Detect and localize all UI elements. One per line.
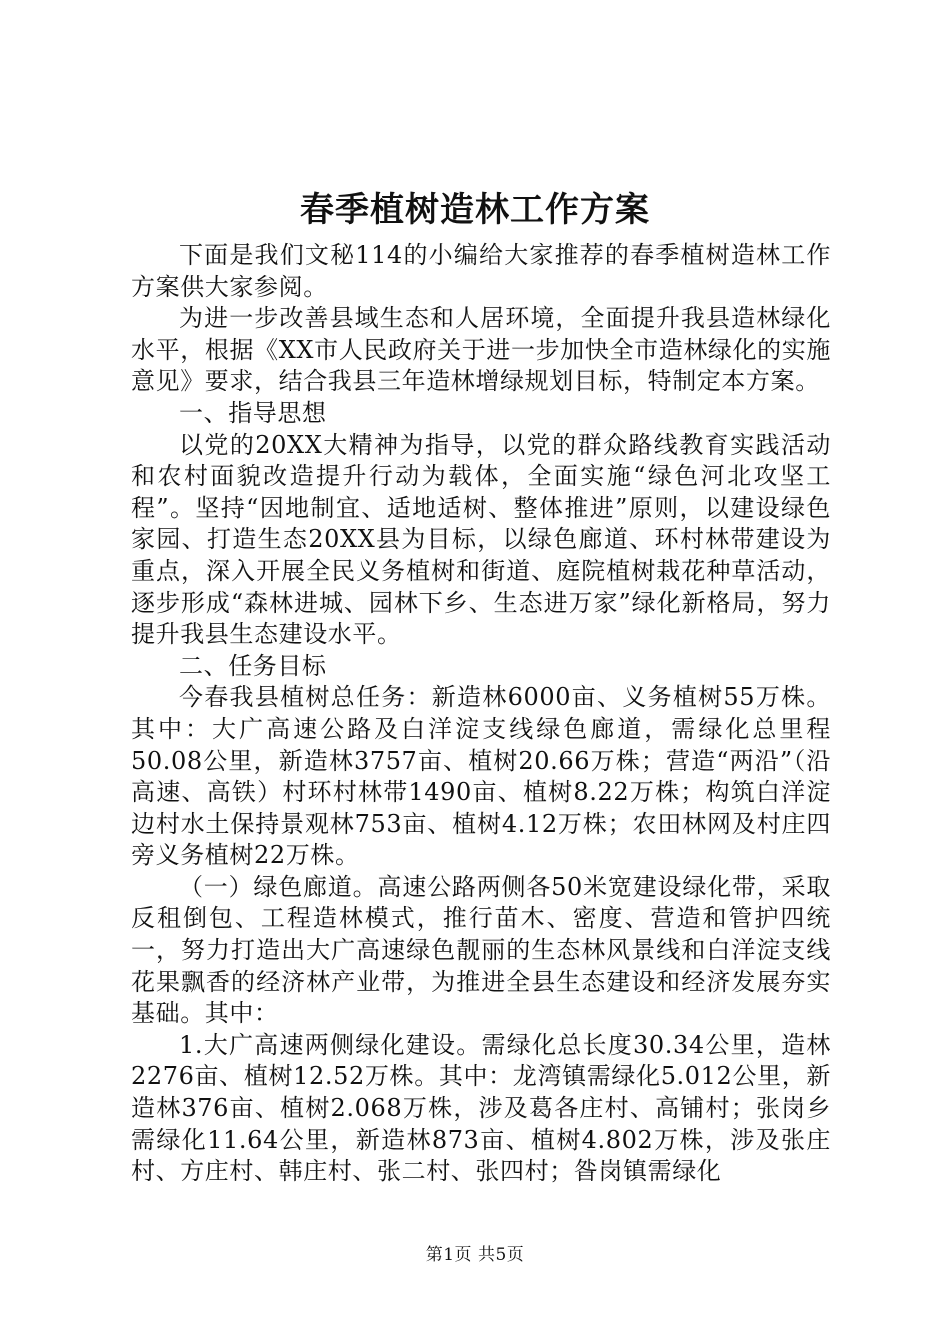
- document-title: 春季植树造林工作方案: [300, 190, 650, 230]
- page-footer: 第1页 共5页: [425, 1245, 525, 1265]
- green-corridor-paragraph: （一）绿色廊道。高速公路两侧各50米宽建设绿化带，采取反租倒包、工程造林模式，推行苗木、密度、营造和管护四统一，努力打造出大广高速绿色靓丽的生态林风景线和白洋淀支线花果飘香的经济林产业带，为推进全县生态建设和经济发展夯实基础。其中：: [131, 872, 831, 1028]
- purpose-paragraph: 为进一步改善县域生态和人居环境，全面提升我县造林绿化水平，根据《XX市人民政府关于进一步加快全市造林绿化的实施意见》要求，结合我县三年造林增绿规划目标，特制定本方案。: [131, 304, 831, 396]
- section-heading-task-goals: 二、任务目标: [179, 651, 327, 680]
- intro-paragraph: 下面是我们文秘114的小编给大家推荐的春季植树造林工作方案供大家参阅。: [131, 241, 831, 301]
- document-body: [131, 240, 831, 1188]
- task-goals-paragraph: 今春我县植树总任务：新造林6000亩、义务植树55万株。其中：大广高速公路及白洋淀支线绿色廊道，需绿化总里程50.08公里，新造林3757亩、植树20.66万株；营造“两沿”（沿高速、高铁）村环村林带1490亩、植树8.22万株；构筑白洋淀边村水土保持景观林753亩、植树4.12万株；农田林网及村庄四旁义务植树22万株。: [131, 683, 831, 870]
- expressway-greening-paragraph: 1.大广高速两侧绿化建设。需绿化总长度30.34公里，造林2276亩、植树12.52万株。其中：龙湾镇需绿化5.012公里，新造林376亩、植树2.068万株，涉及葛各庄村、高铺村；张岗乡需绿化11.64公里，新造林873亩、植树4.802万株，涉及张庄村、方庄村、韩庄村、张二村、张四村；昝岗镇需绿化: [131, 1030, 831, 1186]
- section-heading-guiding-ideology: 一、指导思想: [179, 398, 327, 427]
- guiding-ideology-paragraph: 以党的20XX大精神为指导，以党的群众路线教育实践活动和农村面貌改造提升行动为载体，全面实施“绿色河北攻坚工程”。坚持“因地制宜、适地适树、整体推进”原则，以建设绿色家园、打造生态20XX县为目标，以绿色廊道、环村林带建设为重点，深入开展全民义务植树和街道、庭院植树栽花种草活动，逐步形成“森林进城、园林下乡、生态进万家”绿化新格局，努力提升我县生态建设水平。: [131, 430, 831, 649]
